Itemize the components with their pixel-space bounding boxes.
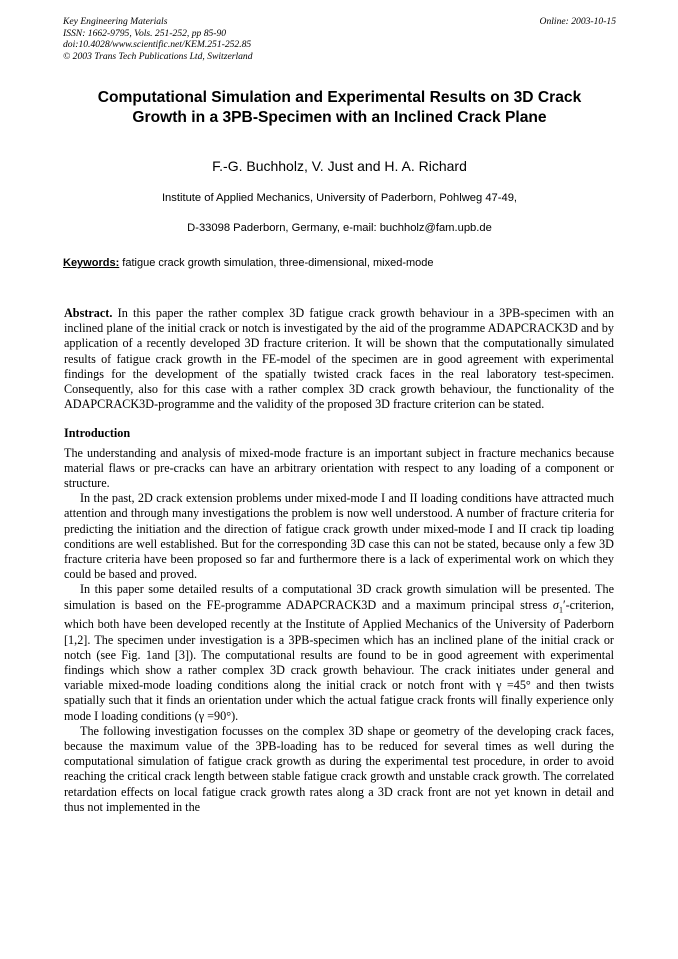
body-paragraph: The following investigation focusses on the complex 3D shape or geometry of the developing crack faces, because the maximum value of the 3PB-loading has to be reduced for several times as well during the computational simulation of fatigue crack growth as during the experimental test procedure, in order to avoid reaching the critical crack length between stable fatigue crack growth and unstable crack growth. The correlated retardation effects on local fatigue crack growth rates along a 3D crack front are not yet known in detail and thus not implemented in the — [64, 723, 614, 814]
keywords — [63, 256, 616, 270]
journal-copyright: © 2003 Trans Tech Publications Ltd, Switzerland — [63, 50, 253, 62]
body-paragraph — [64, 582, 614, 723]
journal-issn: ISSN: 1662-9795, Vols. 251-252, pp 85-90 — [63, 27, 227, 39]
abstract-label: Abstract. — [64, 306, 113, 320]
affiliation-line: D-33098 Paderborn, Germany, e-mail: buchholz@fam.upb.de — [187, 222, 492, 234]
journal-citation-block — [63, 16, 253, 62]
journal-doi[interactable]: doi:10.4028/www.scientific.net/KEM.251-252.85 — [63, 39, 252, 50]
text-run: In this paper some detailed results of a computational 3D crack growth simulation will be presented. The simulation is based on the FE-programme ADAPCRACK3D and a maximum principal stress — [64, 582, 614, 612]
prime-symbol: ′ — [562, 597, 566, 612]
gamma-90: γ =90° — [198, 708, 232, 723]
sigma-subscript: 1 — [558, 605, 563, 615]
text-run: and then twists spatially such that it finds an orientation under which the actual fatigue crack fronts will finally experience only mode I loading conditions ( — [64, 678, 614, 723]
paper-title — [63, 88, 616, 127]
text-run: ). — [231, 708, 239, 723]
body-paragraph: The understanding and analysis of mixed-mode fracture is an important subject in fracture mechanics because material flaws or pre-cracks can have an arbitrary orientation with respect to any loading of a component or structure. — [64, 445, 614, 491]
abstract-text: In this paper the rather complex 3D fatigue crack growth behaviour in a 3PB-specimen with an inclined plane of the initial crack or notch is investigated by the aid of the programme ADAPCRACK3D and by application of a recently developed 3D fracture criterion. It will be shown that the computationally simulated results of fatigue crack growth in the FE-model of the specimen are in good agreement with experimental findings for the development of the spatially twisted crack faces in the real laboratory test-specimen. Consequently, also for this case with a rather complex 3D crack growth behaviour, the functionality of the ADAPCRACK3D-programme and the validity of the proposed 3D fracture criterion can be stated. — [64, 306, 614, 412]
paper-title-line: Computational Simulation and Experimental Results on 3D Crack — [97, 89, 582, 106]
section-heading-introduction: Introduction — [64, 426, 131, 441]
paper-title-line: Growth in a 3PB-Specimen with an Inclined Crack Plane — [132, 108, 547, 126]
keywords-text: fatigue crack growth simulation, three-dimensional, mixed-mode — [119, 257, 434, 269]
gamma-45: γ =45° — [496, 678, 531, 693]
paper-body — [64, 306, 614, 815]
text-run: -criterion, which both have been developed recently at the Institute of Applied Mechanics of the University of Paderborn [1,2]. The specimen under investigation is a 3PB-specimen which has an inclined plane of the initial crack or notch (see Fig. 1and [3]). The computational results are found to be in good agreement with experimental findings which show a rather complex 3D crack growth behaviour. The crack initiates under general and variable mixed-mode loading conditions along the initial crack or notch front with — [64, 597, 614, 693]
sigma-symbol: σ — [552, 597, 559, 612]
keywords-label: Keywords: — [63, 257, 120, 269]
online-date: Online: 2003-10-15 — [539, 16, 616, 27]
body-paragraph: In the past, 2D crack extension problems under mixed-mode I and II loading conditions have attracted much attention and through many investigations the problem is now well understood. A number of fracture criteria for predicting the initiation and the direction of fatigue crack growth under mixed-mode I and II crack tip loading conditions are well established. But for the corresponding 3D case this can not be stated, because only a few 3D fracture criteria have been proposed so far and furthermore there is a lack of experimental work on which they could be based and proved. — [64, 491, 614, 582]
journal-name: Key Engineering Materials — [63, 16, 168, 27]
paper-authors: F.-G. Buchholz, V. Just and H. A. Richard — [212, 158, 467, 174]
affiliation-line: Institute of Applied Mechanics, University of Paderborn, Pohlweg 47-49, — [161, 192, 518, 204]
abstract-paragraph — [64, 306, 614, 412]
